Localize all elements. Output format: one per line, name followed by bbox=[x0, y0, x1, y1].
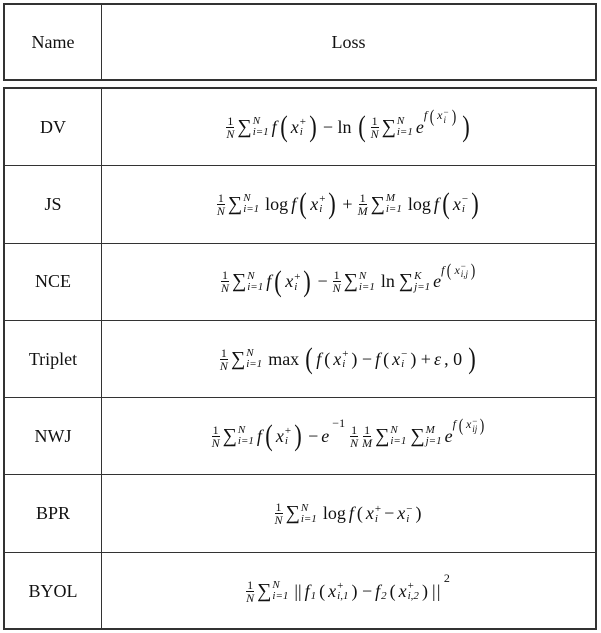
superscript: − bbox=[460, 261, 466, 272]
denominator: N bbox=[274, 513, 283, 528]
scripts bbox=[381, 581, 387, 601]
subscript: i bbox=[294, 280, 298, 293]
variable bbox=[453, 194, 468, 215]
variable bbox=[375, 581, 387, 602]
sum-limits bbox=[359, 271, 375, 293]
header-name: Name bbox=[5, 5, 102, 79]
math-operator: , 0 bbox=[444, 348, 463, 369]
sigma-symbol: ∑ bbox=[410, 424, 425, 447]
sum-upper: N bbox=[246, 347, 254, 360]
sum-upper: N bbox=[252, 115, 261, 128]
table-body bbox=[3, 87, 597, 630]
parenthesis: ) bbox=[328, 187, 337, 221]
variable-base: x bbox=[465, 417, 472, 432]
math-operator: log bbox=[265, 193, 289, 214]
denominator: N bbox=[350, 435, 359, 450]
exponent bbox=[441, 571, 453, 586]
table-row bbox=[5, 553, 595, 630]
math-symbol: ε bbox=[433, 348, 442, 369]
sigma-symbol: ∑ bbox=[381, 115, 396, 138]
parenthesis: ) bbox=[461, 110, 470, 144]
sum-upper: N bbox=[247, 269, 255, 282]
sum-limits bbox=[426, 425, 442, 447]
variable-base: x bbox=[285, 271, 294, 292]
math-symbol: f bbox=[423, 108, 428, 123]
parenthesis: ( bbox=[274, 264, 282, 298]
variable bbox=[466, 417, 477, 433]
exponential bbox=[433, 260, 478, 292]
variable-base: x bbox=[275, 425, 284, 446]
sigma-symbol: ∑ bbox=[230, 347, 246, 370]
math-symbol: f bbox=[266, 271, 272, 292]
subscript: 1 bbox=[310, 590, 317, 603]
sigma-symbol: ∑ bbox=[285, 502, 300, 525]
summation bbox=[399, 270, 430, 293]
sigma-symbol: ∑ bbox=[231, 270, 247, 293]
loss-formula bbox=[102, 475, 595, 551]
fraction bbox=[221, 269, 229, 294]
sum-upper: N bbox=[243, 192, 251, 205]
scripts bbox=[408, 581, 419, 601]
numerator: 1 bbox=[227, 113, 234, 128]
denominator: M bbox=[362, 435, 373, 450]
math-symbol: f bbox=[271, 116, 277, 137]
variable-base: x bbox=[328, 580, 337, 601]
formula bbox=[224, 105, 472, 144]
variable-base: x bbox=[392, 348, 401, 369]
denominator: N bbox=[220, 281, 229, 296]
exponential bbox=[321, 415, 348, 447]
fraction bbox=[358, 192, 368, 217]
parenthesis: ( bbox=[305, 342, 313, 376]
parenthesis: ) bbox=[294, 419, 302, 453]
subscript: i bbox=[374, 512, 378, 525]
scripts bbox=[337, 581, 348, 601]
sum-lower: i=1 bbox=[390, 435, 407, 448]
subscript: i bbox=[401, 358, 405, 371]
denominator: N bbox=[216, 203, 225, 218]
subscript: i bbox=[461, 203, 465, 216]
math-operator: max bbox=[268, 348, 300, 369]
math-operator: log bbox=[407, 193, 431, 214]
math-operator: ) + bbox=[410, 348, 431, 369]
subscript: i,j bbox=[460, 269, 469, 280]
fraction bbox=[246, 579, 254, 604]
scripts bbox=[375, 504, 381, 524]
subscript: i,2 bbox=[407, 590, 419, 603]
formula bbox=[219, 260, 478, 298]
scripts bbox=[401, 349, 407, 369]
parenthesis: ) bbox=[451, 105, 456, 126]
loss-name: NWJ bbox=[5, 398, 102, 474]
sum-limits bbox=[246, 348, 262, 370]
table-row bbox=[5, 244, 595, 321]
sum-lower: i=1 bbox=[396, 126, 413, 139]
subscript: 2 bbox=[381, 590, 387, 603]
exp-base: e bbox=[433, 271, 442, 292]
numerator: 1 bbox=[217, 190, 224, 205]
sum-upper: M bbox=[425, 424, 435, 437]
math-operator: 2 bbox=[443, 570, 450, 585]
superscript: + bbox=[342, 348, 349, 361]
fraction bbox=[212, 424, 220, 449]
numerator: 1 bbox=[247, 577, 254, 592]
scripts bbox=[342, 349, 348, 369]
scripts bbox=[285, 426, 291, 446]
sigma-symbol: ∑ bbox=[370, 192, 385, 215]
variable bbox=[392, 349, 407, 370]
variable-base: x bbox=[452, 193, 461, 214]
parenthesis: ( bbox=[458, 414, 464, 435]
superscript: + bbox=[294, 270, 301, 283]
superscript: + bbox=[374, 502, 382, 515]
math-symbol: f bbox=[375, 348, 381, 369]
sum-limits bbox=[272, 580, 288, 602]
variable bbox=[310, 194, 325, 215]
variable bbox=[305, 581, 317, 602]
summation bbox=[375, 425, 406, 448]
numerator: 1 bbox=[359, 190, 366, 205]
math-symbol: f bbox=[291, 193, 297, 214]
sum-upper: N bbox=[396, 115, 405, 128]
parenthesis: ( bbox=[279, 110, 288, 144]
table-row bbox=[5, 166, 595, 243]
header-row bbox=[5, 5, 595, 79]
sum-lower: j=1 bbox=[414, 280, 431, 293]
variable-base: x bbox=[454, 262, 460, 277]
sum-limits bbox=[247, 271, 263, 293]
variable bbox=[285, 271, 300, 292]
math-symbol: f bbox=[348, 503, 354, 524]
scripts bbox=[311, 581, 317, 601]
sum-limits bbox=[386, 193, 402, 215]
scripts bbox=[300, 117, 306, 137]
formula bbox=[215, 189, 482, 219]
fraction bbox=[362, 424, 372, 449]
formula bbox=[210, 414, 488, 453]
subscript: i bbox=[443, 114, 447, 125]
sum-limits bbox=[414, 271, 430, 293]
variable-base: x bbox=[310, 193, 319, 214]
superscript: − bbox=[461, 193, 469, 206]
math-operator: − bbox=[317, 271, 328, 292]
subscript: ij bbox=[472, 423, 478, 434]
scripts bbox=[294, 272, 300, 292]
parenthesis: ( bbox=[299, 187, 307, 221]
denominator: N bbox=[332, 281, 341, 296]
sum-upper: N bbox=[300, 501, 309, 514]
math-operator: −1 bbox=[332, 415, 346, 430]
numerator: 1 bbox=[221, 268, 228, 283]
superscript: + bbox=[319, 193, 326, 206]
loss-name: Triplet bbox=[5, 321, 102, 397]
math-operator: − bbox=[384, 503, 395, 524]
loss-formula bbox=[102, 244, 595, 320]
math-operator: ( bbox=[324, 348, 331, 369]
numerator: 1 bbox=[364, 422, 371, 437]
loss-name: BYOL bbox=[5, 553, 102, 630]
fraction bbox=[220, 347, 228, 372]
variable-base: x bbox=[437, 108, 443, 123]
sum-limits bbox=[253, 116, 269, 138]
math-symbol: f bbox=[441, 262, 445, 277]
subscript: i,1 bbox=[337, 590, 349, 603]
parenthesis: ) bbox=[471, 187, 479, 221]
variable-base: f bbox=[304, 580, 310, 601]
superscript: + bbox=[284, 425, 292, 438]
summation bbox=[410, 425, 441, 448]
sum-upper: M bbox=[385, 192, 396, 205]
exp-base: || bbox=[430, 580, 441, 601]
table-header bbox=[3, 3, 597, 81]
math-operator: log bbox=[322, 503, 346, 524]
parenthesis: ) bbox=[303, 264, 312, 298]
math-operator: ) bbox=[421, 580, 428, 601]
numerator: 1 bbox=[212, 422, 219, 437]
sum-lower: i=1 bbox=[243, 203, 260, 216]
parenthesis: ( bbox=[265, 419, 273, 453]
summation bbox=[344, 270, 375, 293]
sum-upper: N bbox=[272, 579, 280, 592]
numerator: 1 bbox=[275, 500, 282, 515]
subscript: i bbox=[342, 358, 346, 371]
sum-upper: N bbox=[237, 424, 246, 437]
sigma-symbol: ∑ bbox=[398, 270, 414, 293]
variable bbox=[291, 117, 306, 138]
math-symbol: f bbox=[256, 425, 262, 446]
formula bbox=[218, 344, 479, 374]
formula bbox=[244, 570, 453, 605]
variable-base: x bbox=[398, 580, 407, 601]
math-operator: || bbox=[294, 580, 302, 601]
math-operator: ( bbox=[389, 580, 396, 601]
sum-upper: N bbox=[358, 269, 367, 282]
loss-name: BPR bbox=[5, 475, 102, 551]
sum-lower: j=1 bbox=[425, 435, 442, 448]
math-operator: ) − bbox=[351, 580, 373, 601]
parenthesis: ) bbox=[470, 260, 476, 281]
summation bbox=[237, 116, 268, 139]
variable bbox=[399, 581, 419, 602]
exponential bbox=[444, 414, 488, 447]
summation bbox=[228, 193, 259, 216]
scripts bbox=[462, 194, 468, 214]
math-operator: ( bbox=[319, 580, 326, 601]
sigma-symbol: ∑ bbox=[257, 579, 272, 602]
scripts bbox=[461, 262, 468, 278]
superscript: + bbox=[337, 580, 344, 593]
variable bbox=[333, 349, 348, 370]
math-symbol: f bbox=[316, 348, 322, 369]
math-operator: ( bbox=[383, 348, 390, 369]
exponent bbox=[424, 107, 459, 125]
loss-name: NCE bbox=[5, 244, 102, 320]
exp-base: e bbox=[321, 425, 330, 446]
subscript: i bbox=[319, 203, 323, 216]
scripts bbox=[444, 108, 449, 124]
variable-base: x bbox=[397, 503, 406, 524]
math-operator: − ln bbox=[322, 116, 352, 137]
subscript: i bbox=[406, 512, 410, 525]
parenthesis: ( bbox=[442, 187, 450, 221]
summation bbox=[223, 425, 254, 448]
variable-base: x bbox=[333, 348, 342, 369]
exponent bbox=[453, 416, 488, 434]
summation bbox=[232, 270, 263, 293]
numerator: 1 bbox=[333, 268, 340, 283]
sigma-symbol: ∑ bbox=[227, 192, 243, 215]
superscript: − bbox=[401, 348, 408, 361]
numerator: 1 bbox=[371, 113, 378, 128]
variable bbox=[276, 426, 291, 447]
numerator: 1 bbox=[351, 422, 358, 437]
exponent bbox=[329, 416, 348, 431]
summation bbox=[231, 348, 262, 371]
variable-base: x bbox=[365, 503, 374, 524]
loss-formula bbox=[102, 166, 595, 242]
formula bbox=[273, 501, 425, 526]
variable bbox=[454, 262, 468, 278]
variable bbox=[437, 108, 448, 124]
math-symbol: f bbox=[452, 417, 456, 432]
variable bbox=[397, 503, 412, 524]
fraction bbox=[371, 115, 379, 140]
parenthesis: ) bbox=[468, 342, 476, 376]
sum-lower: i=1 bbox=[300, 512, 317, 525]
math-operator: ) − bbox=[351, 348, 373, 369]
summation bbox=[257, 580, 288, 603]
fraction bbox=[350, 424, 358, 449]
parenthesis: ) bbox=[309, 110, 317, 144]
numerator: 1 bbox=[220, 345, 227, 360]
denominator: N bbox=[211, 435, 220, 450]
fraction bbox=[333, 269, 341, 294]
sum-lower: i=1 bbox=[247, 280, 264, 293]
variable-base: x bbox=[290, 116, 299, 137]
table-row bbox=[5, 475, 595, 552]
sum-limits bbox=[397, 116, 413, 138]
sum-lower: i=1 bbox=[252, 126, 269, 139]
sigma-symbol: ∑ bbox=[237, 115, 252, 138]
fraction bbox=[217, 192, 225, 217]
variable bbox=[328, 581, 348, 602]
denominator: N bbox=[370, 126, 379, 141]
parenthesis: ( bbox=[429, 105, 435, 126]
scripts bbox=[472, 417, 477, 433]
superscript: − bbox=[472, 415, 478, 426]
parenthesis: ( bbox=[447, 260, 452, 281]
summation bbox=[382, 116, 413, 139]
subscript: i bbox=[284, 435, 288, 448]
sum-lower: i=1 bbox=[246, 358, 263, 371]
loss-formula bbox=[102, 321, 595, 397]
superscript: − bbox=[443, 106, 449, 117]
sum-limits bbox=[390, 425, 406, 447]
sigma-symbol: ∑ bbox=[343, 270, 358, 293]
sum-lower: i=1 bbox=[358, 280, 375, 293]
variable-base: f bbox=[375, 580, 381, 601]
superscript: − bbox=[406, 502, 413, 515]
sum-lower: i=1 bbox=[385, 203, 402, 216]
summation bbox=[371, 193, 402, 216]
parenthesis: ) bbox=[480, 414, 485, 435]
loss-name: JS bbox=[5, 166, 102, 242]
math-operator: − bbox=[308, 425, 319, 446]
variable bbox=[366, 503, 381, 524]
sum-limits bbox=[238, 425, 254, 447]
loss-formula bbox=[102, 89, 595, 165]
sum-limits bbox=[243, 193, 259, 215]
denominator: N bbox=[246, 590, 255, 605]
sum-lower: i=1 bbox=[272, 590, 289, 603]
sigma-symbol: ∑ bbox=[222, 424, 237, 447]
exponential bbox=[430, 570, 453, 602]
loss-formula bbox=[102, 398, 595, 474]
table-row bbox=[5, 398, 595, 475]
summation bbox=[286, 502, 317, 525]
scripts bbox=[319, 194, 325, 214]
loss-name: DV bbox=[5, 89, 102, 165]
exp-base: e bbox=[444, 425, 453, 446]
exp-base: e bbox=[415, 116, 424, 137]
sum-upper: K bbox=[414, 269, 422, 282]
subscript: i bbox=[299, 126, 303, 139]
exponential bbox=[415, 105, 459, 138]
math-operator: ln bbox=[380, 271, 395, 292]
exponent bbox=[441, 261, 478, 279]
sum-limits bbox=[301, 503, 317, 525]
math-operator: ) bbox=[415, 503, 422, 524]
scripts bbox=[406, 504, 412, 524]
sigma-symbol: ∑ bbox=[375, 424, 390, 447]
math-operator: ( bbox=[356, 503, 363, 524]
denominator: M bbox=[357, 203, 368, 218]
sum-upper: N bbox=[390, 424, 398, 437]
parenthesis: ( bbox=[357, 110, 366, 144]
loss-formula bbox=[102, 553, 595, 630]
fraction bbox=[275, 501, 283, 526]
denominator: N bbox=[226, 126, 235, 141]
superscript: + bbox=[299, 116, 306, 129]
superscript: + bbox=[407, 580, 414, 593]
fraction bbox=[226, 115, 234, 140]
table-row bbox=[5, 89, 595, 166]
table-row bbox=[5, 321, 595, 398]
math-symbol: f bbox=[433, 193, 439, 214]
denominator: N bbox=[219, 358, 228, 373]
sum-lower: i=1 bbox=[237, 435, 254, 448]
math-operator: + bbox=[342, 193, 353, 214]
header-loss: Loss bbox=[331, 31, 366, 52]
